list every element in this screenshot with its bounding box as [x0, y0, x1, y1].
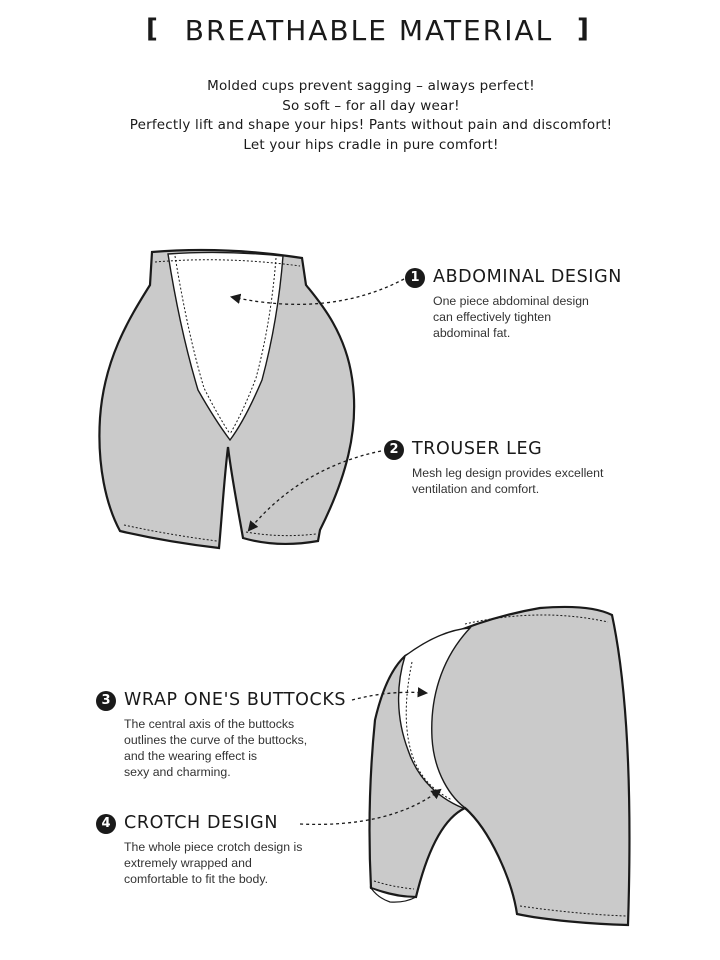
page-title: BREATHABLE MATERIAL [184, 14, 554, 47]
description-line: The central axis of the buttocks [124, 717, 295, 731]
description-line: comfortable to fit the body. [124, 872, 268, 886]
feature-number-badge: 4 [96, 814, 116, 834]
feature-heading: ABDOMINAL DESIGN [433, 267, 622, 287]
front-view-garment [99, 250, 354, 548]
feature-description [433, 293, 589, 341]
description-line: outlines the curve of the buttocks, [124, 733, 308, 747]
description-line: One piece abdominal design [433, 294, 589, 308]
description-line: ventilation and comfort. [412, 482, 540, 496]
feature-number-badge: 2 [384, 440, 404, 460]
description-line: Mesh leg design provides excellent [412, 466, 604, 480]
feature-number-badge: 1 [405, 268, 425, 288]
feature-heading: TROUSER LEG [412, 439, 543, 459]
description-line: The whole piece crotch design is [124, 840, 303, 854]
feature-description [412, 465, 603, 497]
feature-description [124, 839, 302, 887]
intro-line: Molded cups prevent sagging – always perfect! [207, 78, 535, 94]
description-line: abdominal fat. [433, 326, 511, 340]
intro-line: Let your hips cradle in pure comfort! [243, 136, 499, 153]
description-line: and the wearing effect is [124, 749, 258, 763]
description-line: can effectively tighten [433, 310, 552, 324]
back-view-garment [370, 607, 630, 925]
title-bracket-right: ] [577, 14, 589, 44]
description-line: extremely wrapped and [124, 856, 252, 870]
feature-number-badge: 3 [96, 691, 116, 711]
intro-line: So soft – for all day wear! [282, 97, 460, 114]
description-line: sexy and charming. [124, 765, 231, 779]
feature-heading: WRAP ONE'S BUTTOCKS [124, 690, 347, 710]
title-bracket-left: [ [146, 14, 158, 44]
intro-line: Perfectly lift and shape your hips! Pants without pain and discomfort! [129, 117, 613, 133]
feature-description [124, 716, 307, 780]
feature-heading: CROTCH DESIGN [124, 813, 279, 833]
